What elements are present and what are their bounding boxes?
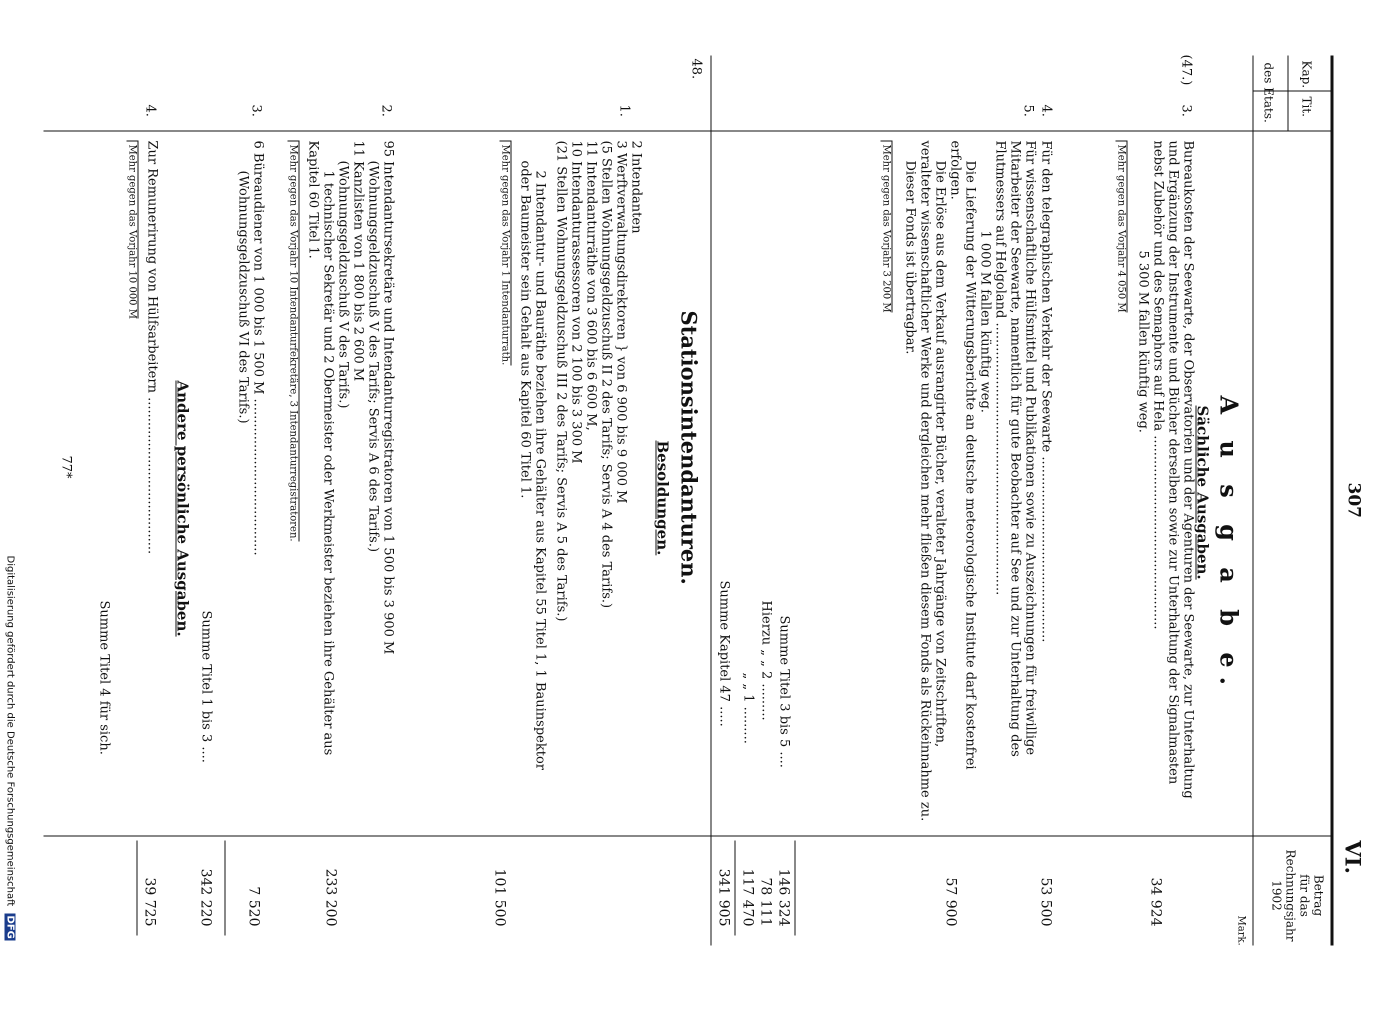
entry-4-line: Für den telegraphischen Verkehr der Seewarte ............................................. [1038, 140, 1053, 643]
kapitel-48: 48. [688, 58, 703, 80]
entry48-3-line: 6 Büreaudiener von 1 000 bis 1 500 M ...................................... [250, 140, 265, 556]
entry48-3-text [235, 141, 265, 831]
entry48-2-amount: 233 200 [322, 868, 338, 927]
entry48-2-text [286, 141, 395, 831]
heading-stationsintendanturen: Stationsintendanturen. [676, 310, 701, 585]
sum-47-rule [794, 841, 795, 936]
entry48-2-line: 11 Kanzlisten von 1 800 bis 2 600 M [350, 140, 365, 382]
entry48-1-text [498, 141, 643, 831]
entry48-4-number: 4. [142, 104, 157, 117]
entry-5-amount: 57 900 [942, 877, 958, 927]
entry48-3-number: 3. [248, 104, 263, 117]
sum-47-4-label: Summe Kapitel 47 ..... [716, 580, 731, 727]
entry48-3-line: (Wohnungsgeldzuschuß VI des Tarifs.) [235, 170, 250, 424]
section-number: VI. [1340, 840, 1365, 874]
entry48-2-line: 95 Intendantursekretäre und Intendanturregistratoren von 1 500 bis 3 900 M [380, 140, 395, 655]
entry48-1-line: 2 Intendanten [628, 140, 643, 234]
entry48-1-line: 11 Intendanturräthe von 3 600 bis 6 600 M, [583, 140, 598, 431]
document-page [0, 1, 1383, 1001]
entry48-1-line: 2 Intendantur- und Bauräthe beziehen ihre Gehälter aus Kapitel 55 Titel 1, 1 Bauinspektor [532, 170, 547, 770]
entry48-1-line: (5 Stellen Wohnungsgeldzuschuß II 2 des Tarifs; Servis A 4 des Tarifs.) [598, 140, 613, 609]
sum-48-rule [224, 841, 225, 936]
entry-5-line: Dieser Fonds ist übertragbar. [902, 160, 917, 355]
entry-5-line: Die Erlöse aus dem Verkauf ausrangirter Bücher, veralteter Jahrgänge von Zeitschriften, [932, 160, 947, 748]
page-title: A u s g a b e. [1214, 395, 1243, 694]
entry48-1-number: 1. [616, 104, 631, 117]
entry-3-text [1114, 141, 1195, 831]
col-betrag [1269, 846, 1325, 946]
header-divider-text [43, 131, 1333, 132]
sum-47-3-label: „ „ 1 ......... [740, 672, 755, 744]
entry-5-line: Mitarbeiter der Seewarte, namentlich für gute Beobachter auf See und zur Unterhaltung des [1007, 140, 1022, 757]
header-divider-amount [43, 836, 1333, 837]
heading-andere: Andere persönliche Ausgaben. [173, 380, 191, 637]
entry-5-line: veralteter wissenschaftlicher Werke und dergleichen mehr fließen diesem Fonds als Rückeinnahme zu. [917, 140, 932, 822]
col-kap: Kap. [1299, 60, 1313, 89]
sum-47-2-label: Hierzu „ „ 2 ......... [758, 600, 773, 721]
entry-3-line: und Ergänzung der Instrumente und Bücher derselben sowie zur Unterhaltung der Signalmasten [1165, 140, 1180, 785]
entry-3-number: 3. [1178, 104, 1193, 117]
sum-48-4-label: Summe Titel 4 für sich. [96, 600, 111, 755]
col-tit: Tit. [1299, 96, 1313, 117]
sum-48-13-label: Summe Titel 1 bis 3 .... [198, 610, 213, 763]
entry48-1-line: 10 Intendanturassessoren von 2 100 bis 3 300 M [568, 140, 583, 464]
entry48-1-amount: 101 500 [491, 868, 507, 927]
sum-47-4-value: 341 905 [715, 868, 731, 927]
entry-5-line: 1 000 M fallen künftig weg. [977, 230, 992, 413]
sum-47-2-value: 78 111 [757, 877, 773, 927]
entry-5-line: Die Lieferung der Witterungsberichte an deutsche meteorologische Institute darf kostenfrei [962, 160, 977, 770]
heading-saechliche: Sächliche Ausgaben. [1193, 405, 1211, 580]
entry48-2-line: (Wohnungsgeldzuschuß V des Tarifs.) [335, 160, 350, 409]
entry48-4-line: Zur Remunerirung von Hülfsarbeitern ...................................... [144, 140, 159, 555]
sum-47-3-value: 117 470 [739, 868, 755, 927]
entry48-2-line: 1 technischer Sekretär und 2 Obermeister oder Werkmeister beziehen ihre Gehälter aus [320, 170, 335, 756]
entry48-3-amount: 7 520 [245, 886, 261, 927]
entry48-2-line: (Wohnungsgeldzuschuß V des Tarifs; Servis A 6 des Tarifs.) [365, 160, 380, 553]
entry48-4-text [125, 141, 159, 831]
sum-47-1-value: 146 324 [775, 868, 791, 927]
sum-47-rule-2 [734, 841, 735, 936]
entry-3-line: Bureaukosten der Seewarte, der Observatorien und der Agenturen der Seewarte, zur Unterhaltung [1180, 140, 1195, 799]
col-betrag-3: Rechnungsjahr [1283, 849, 1297, 942]
entry-5-line: Flutmessers auf Helgoland .................................................................. [992, 140, 1007, 596]
entry48-1-line: oder Baumeister sein Gehalt aus Kapitel 60 Titel 1. [517, 160, 532, 499]
entry48-1-line: 3 Werftverwaltungsdirektoren } von 6 900 bis 9 000 M [613, 140, 628, 504]
entry-4-amount: 53 500 [1037, 877, 1053, 927]
entry48-2-number: 2. [378, 104, 393, 117]
entry48-4-amount: 39 725 [141, 877, 157, 927]
col-betrag-2: für das [1297, 874, 1311, 917]
entry-3-amount: 34 924 [1147, 877, 1163, 927]
entry-5-note: Mehr gegen das Vorjahr 3 200 M [880, 141, 892, 313]
entry-4-text [1038, 141, 1053, 831]
entry-5-number: 5. [1020, 104, 1035, 117]
entry48-4-note: Mehr gegen das Vorjahr 10 000 M [126, 141, 138, 319]
chapter-48-rule [710, 56, 711, 946]
entry-5-line: Für wissenschaftliche Hülfsmittel und Publikationen sowie zu Auszeichnungen für freiwillige [1022, 140, 1037, 756]
col-betrag-4: 1902 [1269, 880, 1283, 911]
kap-tit-rule [1287, 56, 1288, 131]
entry-4-number: 4. [1038, 104, 1053, 117]
entry-5-line: erfolgen. [947, 140, 962, 200]
kapitel-47: (47.) [1178, 54, 1193, 86]
page-number: 307 [1343, 482, 1363, 518]
entry-3-line: 5 300 M fallen künftig weg. [1135, 250, 1150, 433]
col-betrag-1: Betrag [1311, 874, 1325, 917]
entry-5-text [879, 141, 1037, 831]
entry48-1-note: Mehr gegen das Vorjahr 1 Intendanturrath. [499, 141, 511, 366]
header-bottom-rule [1252, 56, 1253, 946]
sum-48-13-value: 342 220 [197, 868, 213, 927]
sum-47-1-label: Summe Titel 3 bis 5 .... [776, 615, 791, 768]
header-top-rule [1330, 56, 1333, 946]
signature-mark: 77* [58, 455, 73, 479]
entry48-2-line: Kapitel 60 Titel 1. [305, 140, 320, 259]
entry-3-line: nebst Zubehör und des Semaphors auf Hela ............................................... [1150, 140, 1165, 630]
col-etats: des Etats. [1261, 62, 1275, 123]
side-credit-text: Digitalisierung gefördert durch die Deutsche Forschungsgemeinschaft [4, 555, 16, 907]
sum-48-4-rule [136, 841, 137, 936]
entry-3-note: Mehr gegen das Vorjahr 4 050 M [1115, 141, 1127, 313]
entry48-2-note: Mehr gegen das Vorjahr 10 Intendanturfekretäre, 3 Intendanturregistratoren. [287, 141, 299, 542]
heading-besoldungen: Besoldungen. [653, 440, 671, 556]
col-mark: Mark. [1235, 915, 1246, 946]
dfg-logo: DFG [4, 915, 16, 939]
entry48-1-line: (21 Stellen Wohnungsgeldzuschuß III 2 des Tarifs; Servis A 5 des Tarifs.) [553, 140, 568, 622]
